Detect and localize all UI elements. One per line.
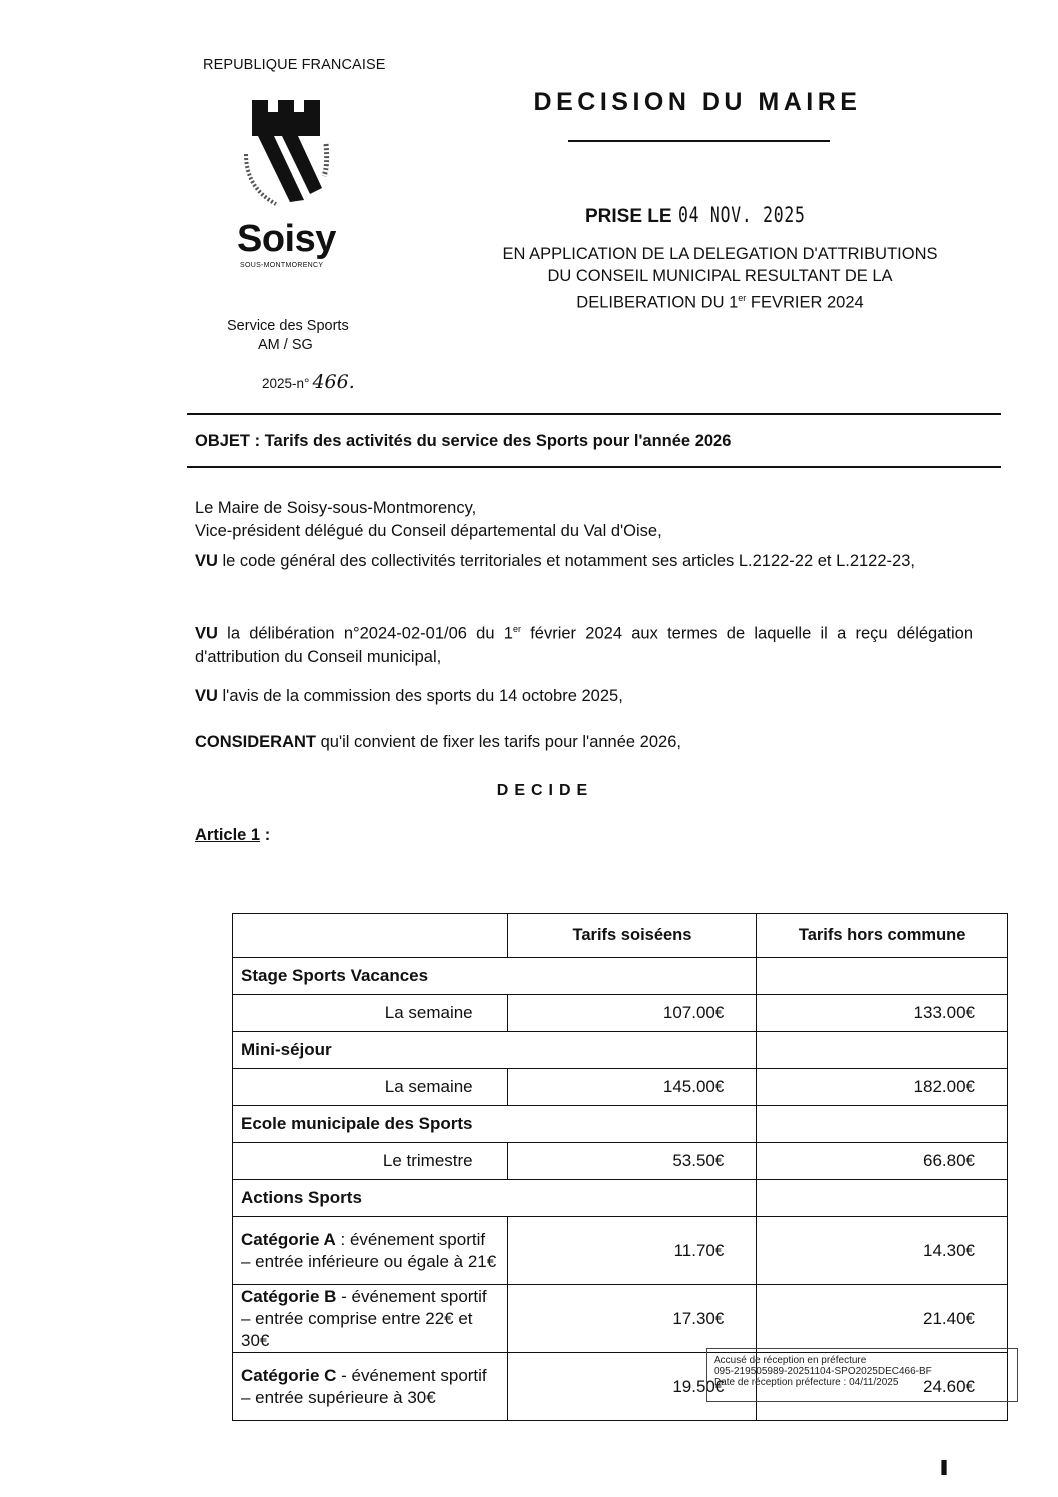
section-empty-cell (757, 958, 1008, 995)
vu-text-sup: er (512, 624, 521, 634)
application-statement (440, 243, 1000, 314)
price-hors-commune: 182.00€ (757, 1069, 1008, 1106)
section-title: Stage Sports Vacances (233, 958, 757, 995)
table-row (233, 1069, 1008, 1106)
service-name: Service des Sports (227, 318, 349, 334)
application-line-3-post: FEVRIER 2024 (746, 293, 864, 312)
section-title: Actions Sports (233, 1180, 757, 1217)
vu-label: VU (195, 687, 218, 705)
stamp-line-2: 095-219505989-20251104-SPO2025DEC466-BF (714, 1366, 932, 1377)
objet-line: OBJET : Tarifs des activités du service des Sports pour l'année 2026 (195, 432, 732, 450)
prise-label: PRISE LE (585, 206, 672, 227)
header-cell-empty (233, 914, 508, 958)
price-hors-commune: 14.30€ (757, 1217, 1008, 1285)
section-empty-cell (757, 1180, 1008, 1217)
objet-rule-top (187, 413, 1001, 415)
header-cell-soiseens: Tarifs soiséens (507, 914, 757, 958)
decision-number-handwritten: 466. (312, 371, 355, 393)
vu-label: VU (195, 624, 218, 643)
category-label (233, 1217, 508, 1285)
table-row (233, 1217, 1008, 1285)
table-row (233, 1143, 1008, 1180)
maire-line-1: Le Maire de Soisy-sous-Montmorency, (195, 499, 477, 517)
document-title: DECISION DU MAIRE (533, 88, 862, 116)
row-label: La semaine (233, 1069, 508, 1106)
table-row (233, 995, 1008, 1032)
vu-text-post: février 2024 aux termes de laquelle il a reçu délégation d'attribution du Conseil municipal, (195, 624, 973, 666)
title-underline (568, 140, 830, 142)
article-1-heading (195, 826, 270, 845)
price-soiseens: 17.30€ (507, 1285, 757, 1353)
stamp-line-1: Accusé de réception en préfecture (714, 1355, 867, 1366)
prise-date-stamp: 04 NOV. 2025 (677, 203, 806, 227)
price-hors-commune: 21.40€ (757, 1285, 1008, 1353)
decision-number (262, 371, 355, 393)
row-label: Le trimestre (233, 1143, 508, 1180)
decision-number-prefix: 2025-n° (262, 376, 310, 391)
maire-line-2: Vice-président délégué du Conseil départemental du Val d'Oise, (195, 522, 662, 540)
application-line-3-sup: er (738, 293, 747, 303)
vu-text: l'avis de la commission des sports du 14 octobre 2025, (217, 687, 623, 705)
decide-heading: DECIDE (496, 782, 594, 799)
logo-subtitle: SOUS-MONTMORENCY (240, 262, 324, 269)
application-line-1: EN APPLICATION DE LA DELEGATION D'ATTRIBUTIONS (502, 245, 938, 263)
prise-le-line (585, 203, 841, 228)
section-empty-cell (757, 1106, 1008, 1143)
section-title: Mini-séjour (233, 1032, 757, 1069)
vu-text: le code général des collectivités territoriales et notamment ses articles L.2122-22 et L.2122-23, (217, 552, 915, 570)
table-header-row (233, 914, 1008, 958)
price-hors-commune: 66.80€ (757, 1143, 1008, 1180)
price-soiseens: 53.50€ (507, 1143, 757, 1180)
logo-wordmark: Soisy (237, 218, 336, 260)
category-name: Catégorie A (241, 1229, 336, 1249)
article-label: Article 1 (195, 826, 261, 844)
table-row (233, 1285, 1008, 1353)
price-hors-commune: 133.00€ (757, 995, 1008, 1032)
section-empty-cell (757, 1032, 1008, 1069)
price-hors-commune: 24.60€ (757, 1353, 1008, 1421)
service-initials: AM / SG (258, 337, 313, 353)
article-suffix: : (260, 826, 271, 844)
price-soiseens: 11.70€ (507, 1217, 757, 1285)
considerant-text: qu'il convient de fixer les tarifs pour l'année 2026, (316, 733, 681, 751)
section-row (233, 1032, 1008, 1069)
considerant-label: CONSIDERANT (195, 733, 317, 751)
header-cell-hors-commune: Tarifs hors commune (757, 914, 1008, 958)
category-description: : événement sportif – entrée inférieure ou égale à 21€ (241, 1229, 497, 1271)
row-label: La semaine (233, 995, 508, 1032)
section-row (233, 1106, 1008, 1143)
price-soiseens: 107.00€ (507, 995, 757, 1032)
category-name: Catégorie B (241, 1286, 337, 1306)
vu-paragraph-1 (195, 550, 973, 573)
category-label (233, 1285, 508, 1353)
price-soiseens: 19.50€ (507, 1353, 757, 1421)
category-label (233, 1353, 508, 1421)
considerant-paragraph (195, 731, 973, 754)
vu-label: VU (195, 552, 218, 570)
price-soiseens: 145.00€ (507, 1069, 757, 1106)
vu-paragraph-3 (195, 685, 973, 708)
objet-rule-bottom (187, 466, 1001, 468)
application-line-3-pre: DELIBERATION DU 1 (576, 293, 739, 312)
tariffs-table (232, 913, 1008, 1421)
stamp-line-3: Date de réception préfecture : 04/11/2025 (714, 1377, 899, 1388)
handwritten-initials: ll (940, 1458, 946, 1480)
vu-paragraph-2 (195, 618, 973, 669)
category-name: Catégorie C (241, 1365, 337, 1385)
category-description: - événement sportif – entrée comprise entre 22€ et 30€ (241, 1286, 487, 1350)
application-line-2: DU CONSEIL MUNICIPAL RESULTANT DE LA (547, 267, 893, 285)
section-row (233, 1180, 1008, 1217)
maire-identity (195, 497, 973, 543)
section-row (233, 958, 1008, 995)
prefecture-receipt-stamp (706, 1348, 1018, 1402)
section-title: Ecole municipale des Sports (233, 1106, 757, 1143)
republique-francaise-label: REPUBLIQUE FRANCAISE (203, 57, 386, 73)
application-line-3 (440, 287, 1000, 314)
vu-text-pre: la délibération n°2024-02-01/06 du 1 (217, 624, 513, 643)
category-description: - événement sportif – entrée supérieure à 30€ (241, 1365, 487, 1407)
